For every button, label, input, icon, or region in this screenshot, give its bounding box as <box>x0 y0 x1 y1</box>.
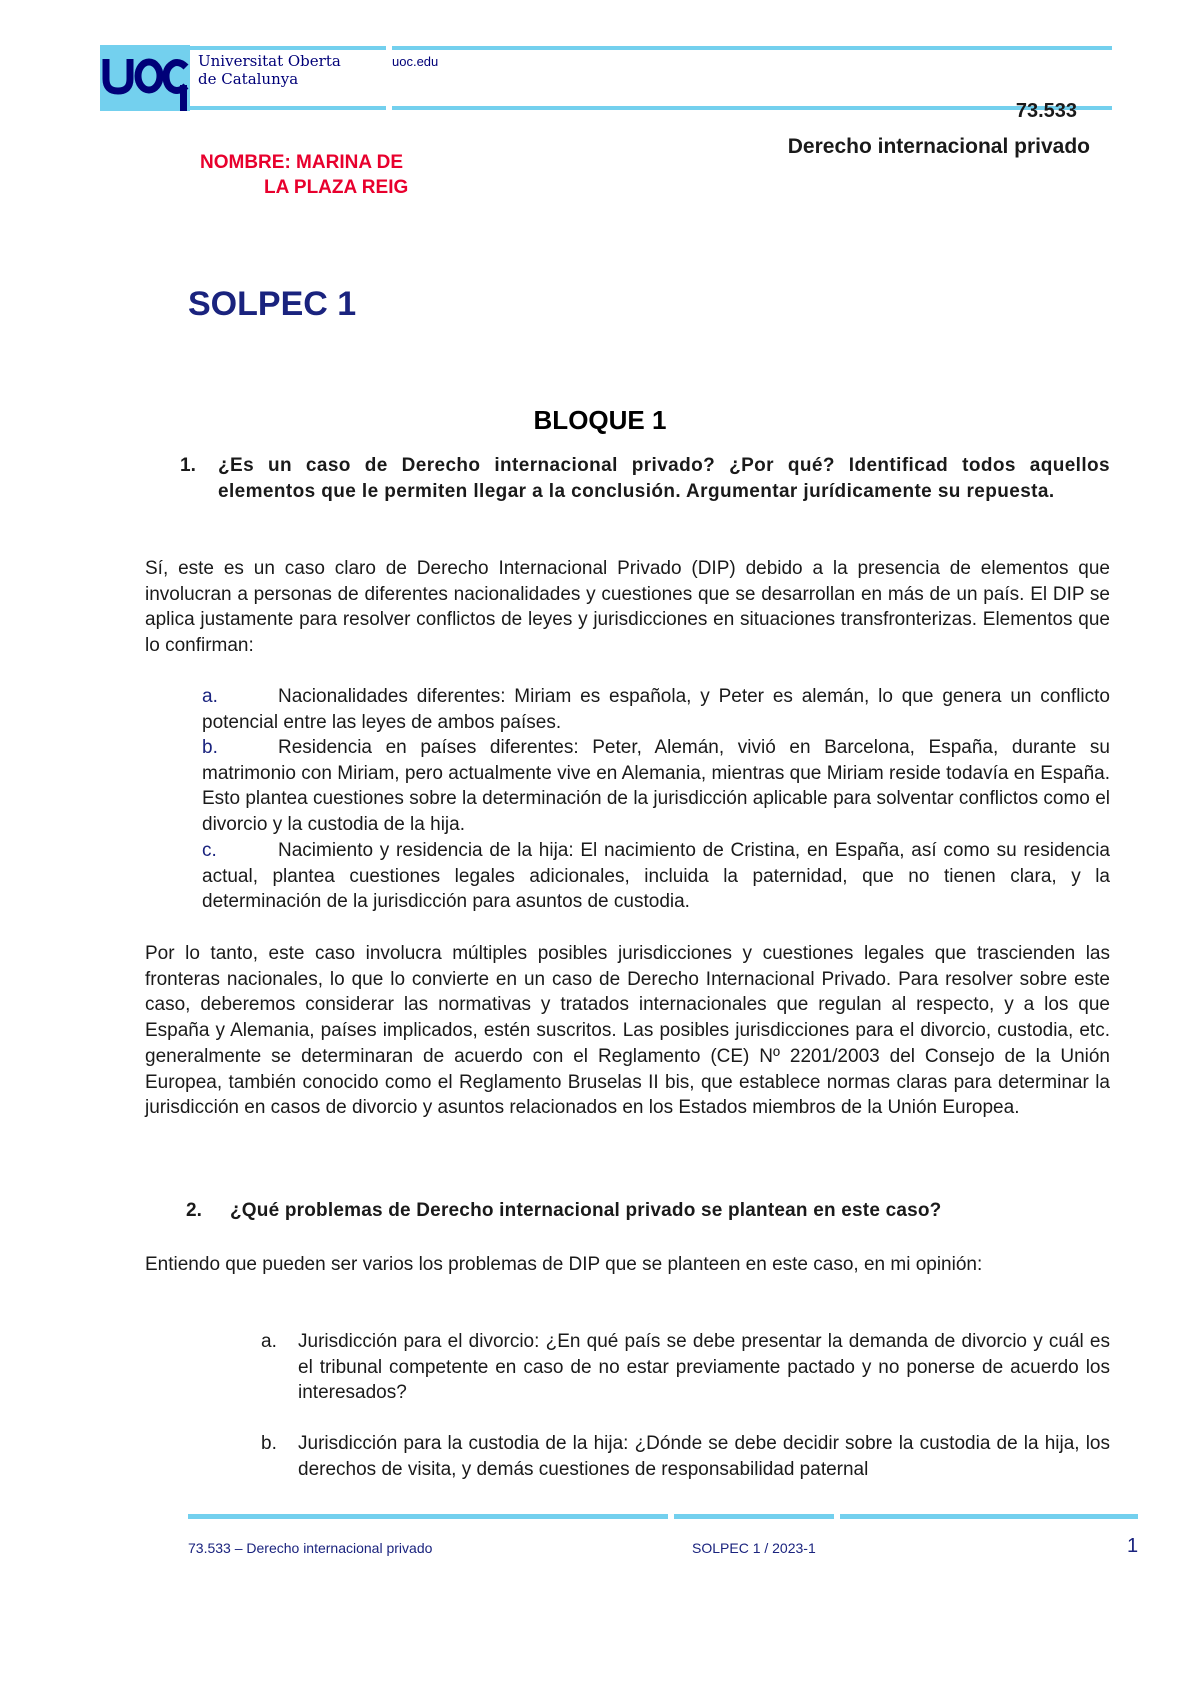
question-text: ¿Qué problemas de Derecho internacional privado se plantean en este caso? <box>230 1200 942 1221</box>
student-name <box>200 150 460 200</box>
header-rule-bottom-right <box>392 106 1112 110</box>
header-rule-left <box>190 46 386 50</box>
list-item <box>202 735 1110 838</box>
list-marker: a. <box>261 1331 277 1352</box>
footer-rule-left <box>188 1514 668 1519</box>
list-marker: a. <box>202 686 218 707</box>
list-item-text: Jurisdicción para el divorcio: ¿En qué país se debe presentar la demanda de divorcio y cuál es el tribunal competente en caso de no estar previamente pactado y no ponerse de acuerdo los interesados? <box>298 1331 1110 1404</box>
question-number: 2. <box>186 1200 202 1221</box>
list-marker: b. <box>202 737 218 758</box>
question-text: ¿Es un caso de Derecho internacional privado? ¿Por qué? Identificad todos aquellos elementos que le permiten llegar a la conclusión. Argumentar jurídicamente su repuesta. <box>218 455 1110 502</box>
course-name: Derecho internacional privado <box>787 135 1090 158</box>
document-title: SOLPEC 1 <box>188 285 357 323</box>
answer-paragraph: Sí, este es un caso claro de Derecho Internacional Privado (DIP) debido a la presencia de elementos que involucran a personas de diferentes nacionalidades y cuestiones que se desarrollan en más de un país. El DIP se aplica justamente para resolver conflictos de leyes y jurisdicciones en situaciones transfronterizas. Elementos que lo confirman: <box>145 558 1110 657</box>
footer-course: 73.533 – Derecho internacional privado <box>188 1540 433 1556</box>
list-item-text: Nacimiento y residencia de la hija: El nacimiento de Cristina, en España, así como su residencia actual, plantea cuestiones legales adicionales, incluida la paternidad, que no tienen clara, y la determinación de la jurisdicción para asuntos de custodia. <box>202 840 1110 913</box>
uoc-logo-icon <box>100 45 190 111</box>
list-item <box>261 1431 1110 1482</box>
list-item <box>261 1329 1110 1406</box>
footer-document: SOLPEC 1 / 2023-1 <box>692 1540 816 1556</box>
footer-rule-middle <box>674 1514 834 1519</box>
conclusion-paragraph: Por lo tanto, este caso involucra múltiples posibles jurisdicciones y cuestiones legales que trascienden las fronteras nacionales, lo que lo convierte en un caso de Derecho Internacional Privado. Para resolver sobre este caso, deberemos considerar las normativas y tratados internacionales que regulan al respecto, y a los que España y Alemania, países implicados, estén suscritos. Las posibles jurisdicciones para el divorcio, custodia, etc. generalmente se determinaran de acuerdo con el Reglamento (CE) Nº 2201/2003 del Consejo de la Unión Europea, también conocido como el Reglamento Bruselas II bis, que establece normas claras para determinar la jurisdicción en casos de divorcio y asuntos relacionados en los Estados miembros de la Unión Europea. <box>145 943 1110 1119</box>
list-marker: c. <box>202 840 217 861</box>
footer-rule-right <box>840 1514 1138 1519</box>
list-item-text: Nacionalidades diferentes: Miriam es española, y Peter es alemán, lo que genera un conflicto potencial entre las leyes de ambos países. <box>202 686 1110 733</box>
list-item-text: Jurisdicción para la custodia de la hija: ¿Dónde se debe decidir sobre la custodia de la hija, los derechos de visita, y demás cuestiones de responsabilidad paternal <box>298 1433 1110 1480</box>
question-number: 1. <box>180 455 196 476</box>
page-number: 1 <box>1127 1535 1139 1557</box>
list-item <box>202 838 1110 915</box>
course-code: 73.533 <box>1015 100 1077 122</box>
header-rule-right <box>392 46 1112 50</box>
institution-url[interactable]: uoc.edu <box>392 54 439 69</box>
section-heading: BLOQUE 1 <box>533 405 667 435</box>
answer-paragraph: Entiendo que pueden ser varios los problemas de DIP que se planteen en este caso, en mi opinión: <box>145 1254 983 1275</box>
student-name-line1: NOMBRE: MARINA DE <box>200 152 404 173</box>
institution-name-line2: de Catalunya <box>198 70 299 88</box>
list-item-text: Residencia en países diferentes: Peter, Alemán, vivió en Barcelona, España, durante su matrimonio con Miriam, pero actualmente vive en Alemania, mientras que Miriam reside todavía en España. Esto plantea cuestiones sobre la determinación de la jurisdicción aplicable para solventar conflictos como el divorcio y la custodia de la hija. <box>202 737 1110 836</box>
institution-name <box>198 52 341 88</box>
list-item <box>202 684 1110 735</box>
header-rule-bottom-left <box>190 106 386 110</box>
list-marker: b. <box>261 1433 277 1454</box>
institution-name-line1: Universitat Oberta <box>198 52 341 70</box>
student-name-line2: LA PLAZA REIG <box>264 177 409 198</box>
